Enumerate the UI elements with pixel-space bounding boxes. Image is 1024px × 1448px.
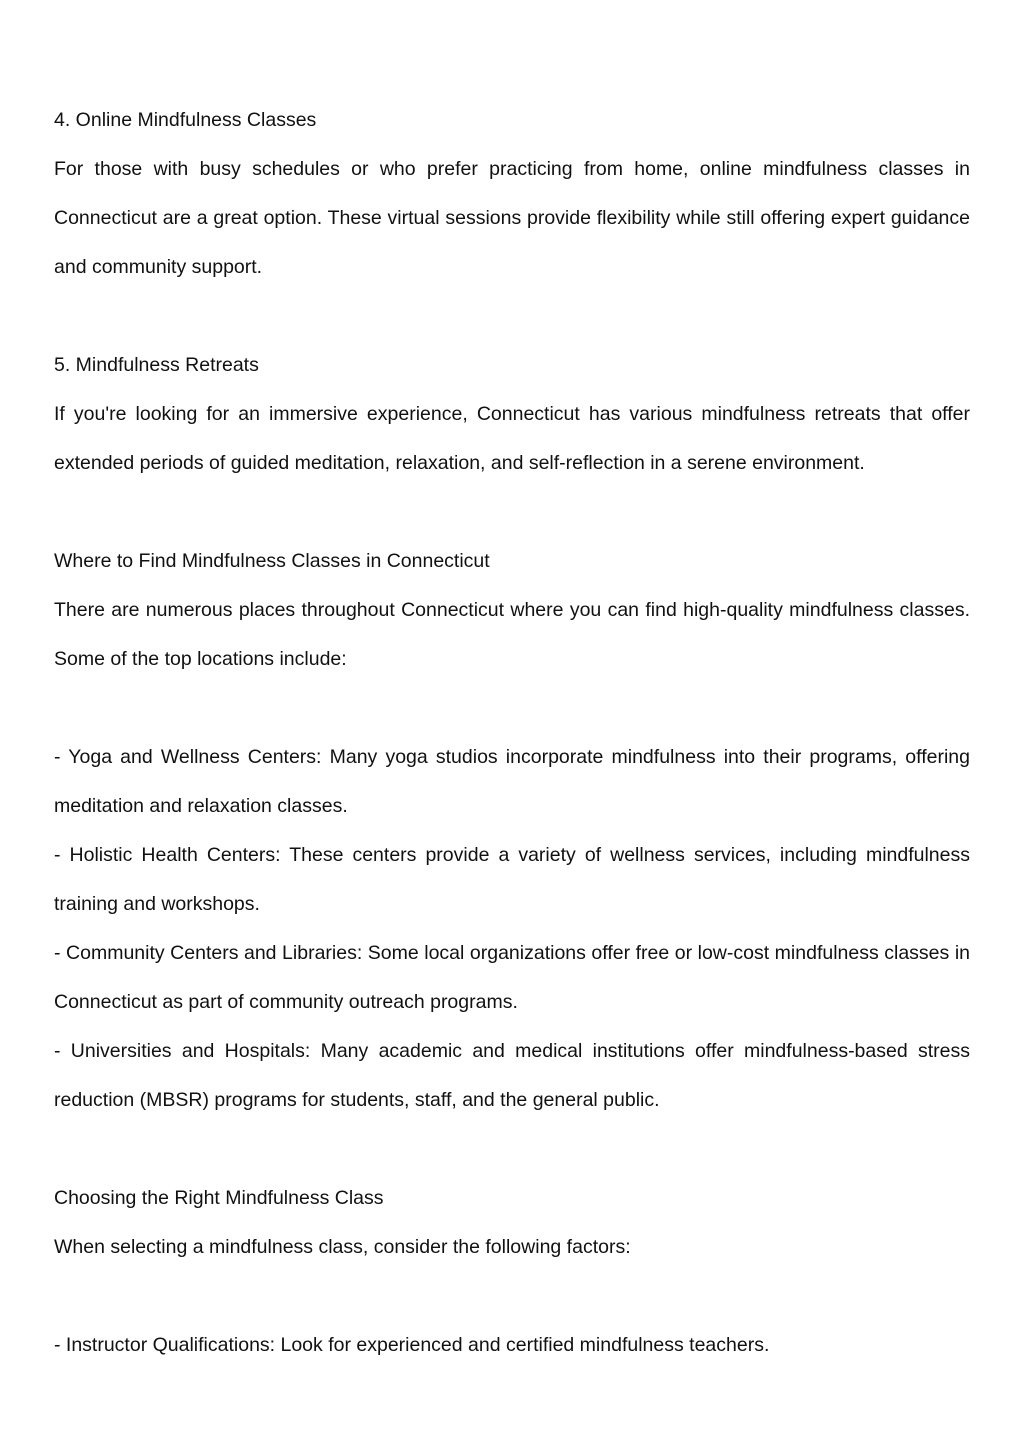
list-item-community-centers: - Community Centers and Libraries: Some local organizations offer free or low-cost mindfulness classes in Connecticut as part of community outreach programs. bbox=[54, 942, 970, 1013]
section-body-online-classes: For those with busy schedules or who prefer practicing from home, online mindfulness classes in Connecticut are a great option. These virtual sessions provide flexibility while still offering expert guidance and community support. bbox=[54, 158, 970, 278]
spacer bbox=[54, 684, 970, 733]
list-item-holistic-centers: - Holistic Health Centers: These centers provide a variety of wellness services, including mindfulness training and workshops. bbox=[54, 844, 970, 915]
section-heading-where-to-find: Where to Find Mindfulness Classes in Connecticut bbox=[54, 550, 490, 572]
section-body-retreats: If you're looking for an immersive experience, Connecticut has various mindfulness retreats that offer extended periods of guided meditation, relaxation, and self-reflection in a serene environment. bbox=[54, 403, 970, 474]
section-heading-online-classes: 4. Online Mindfulness Classes bbox=[54, 109, 317, 131]
list-item-yoga-centers: - Yoga and Wellness Centers: Many yoga studios incorporate mindfulness into their programs, offering meditation and relaxation classes. bbox=[54, 746, 970, 817]
spacer bbox=[54, 292, 970, 341]
spacer bbox=[54, 1272, 970, 1321]
section-body-where-to-find: There are numerous places throughout Connecticut where you can find high-quality mindfulness classes. Some of the top locations include: bbox=[54, 599, 970, 670]
document-page bbox=[54, 96, 970, 1370]
section-heading-retreats: 5. Mindfulness Retreats bbox=[54, 354, 259, 376]
spacer bbox=[54, 488, 970, 537]
list-item-instructor-qualifications: - Instructor Qualifications: Look for experienced and certified mindfulness teachers. bbox=[54, 1334, 770, 1356]
spacer bbox=[54, 1125, 970, 1174]
list-item-universities: - Universities and Hospitals: Many academic and medical institutions offer mindfulness-based stress reduction (MBSR) programs for students, staff, and the general public. bbox=[54, 1040, 970, 1111]
section-body-choosing: When selecting a mindfulness class, consider the following factors: bbox=[54, 1236, 631, 1258]
section-heading-choosing: Choosing the Right Mindfulness Class bbox=[54, 1187, 384, 1209]
